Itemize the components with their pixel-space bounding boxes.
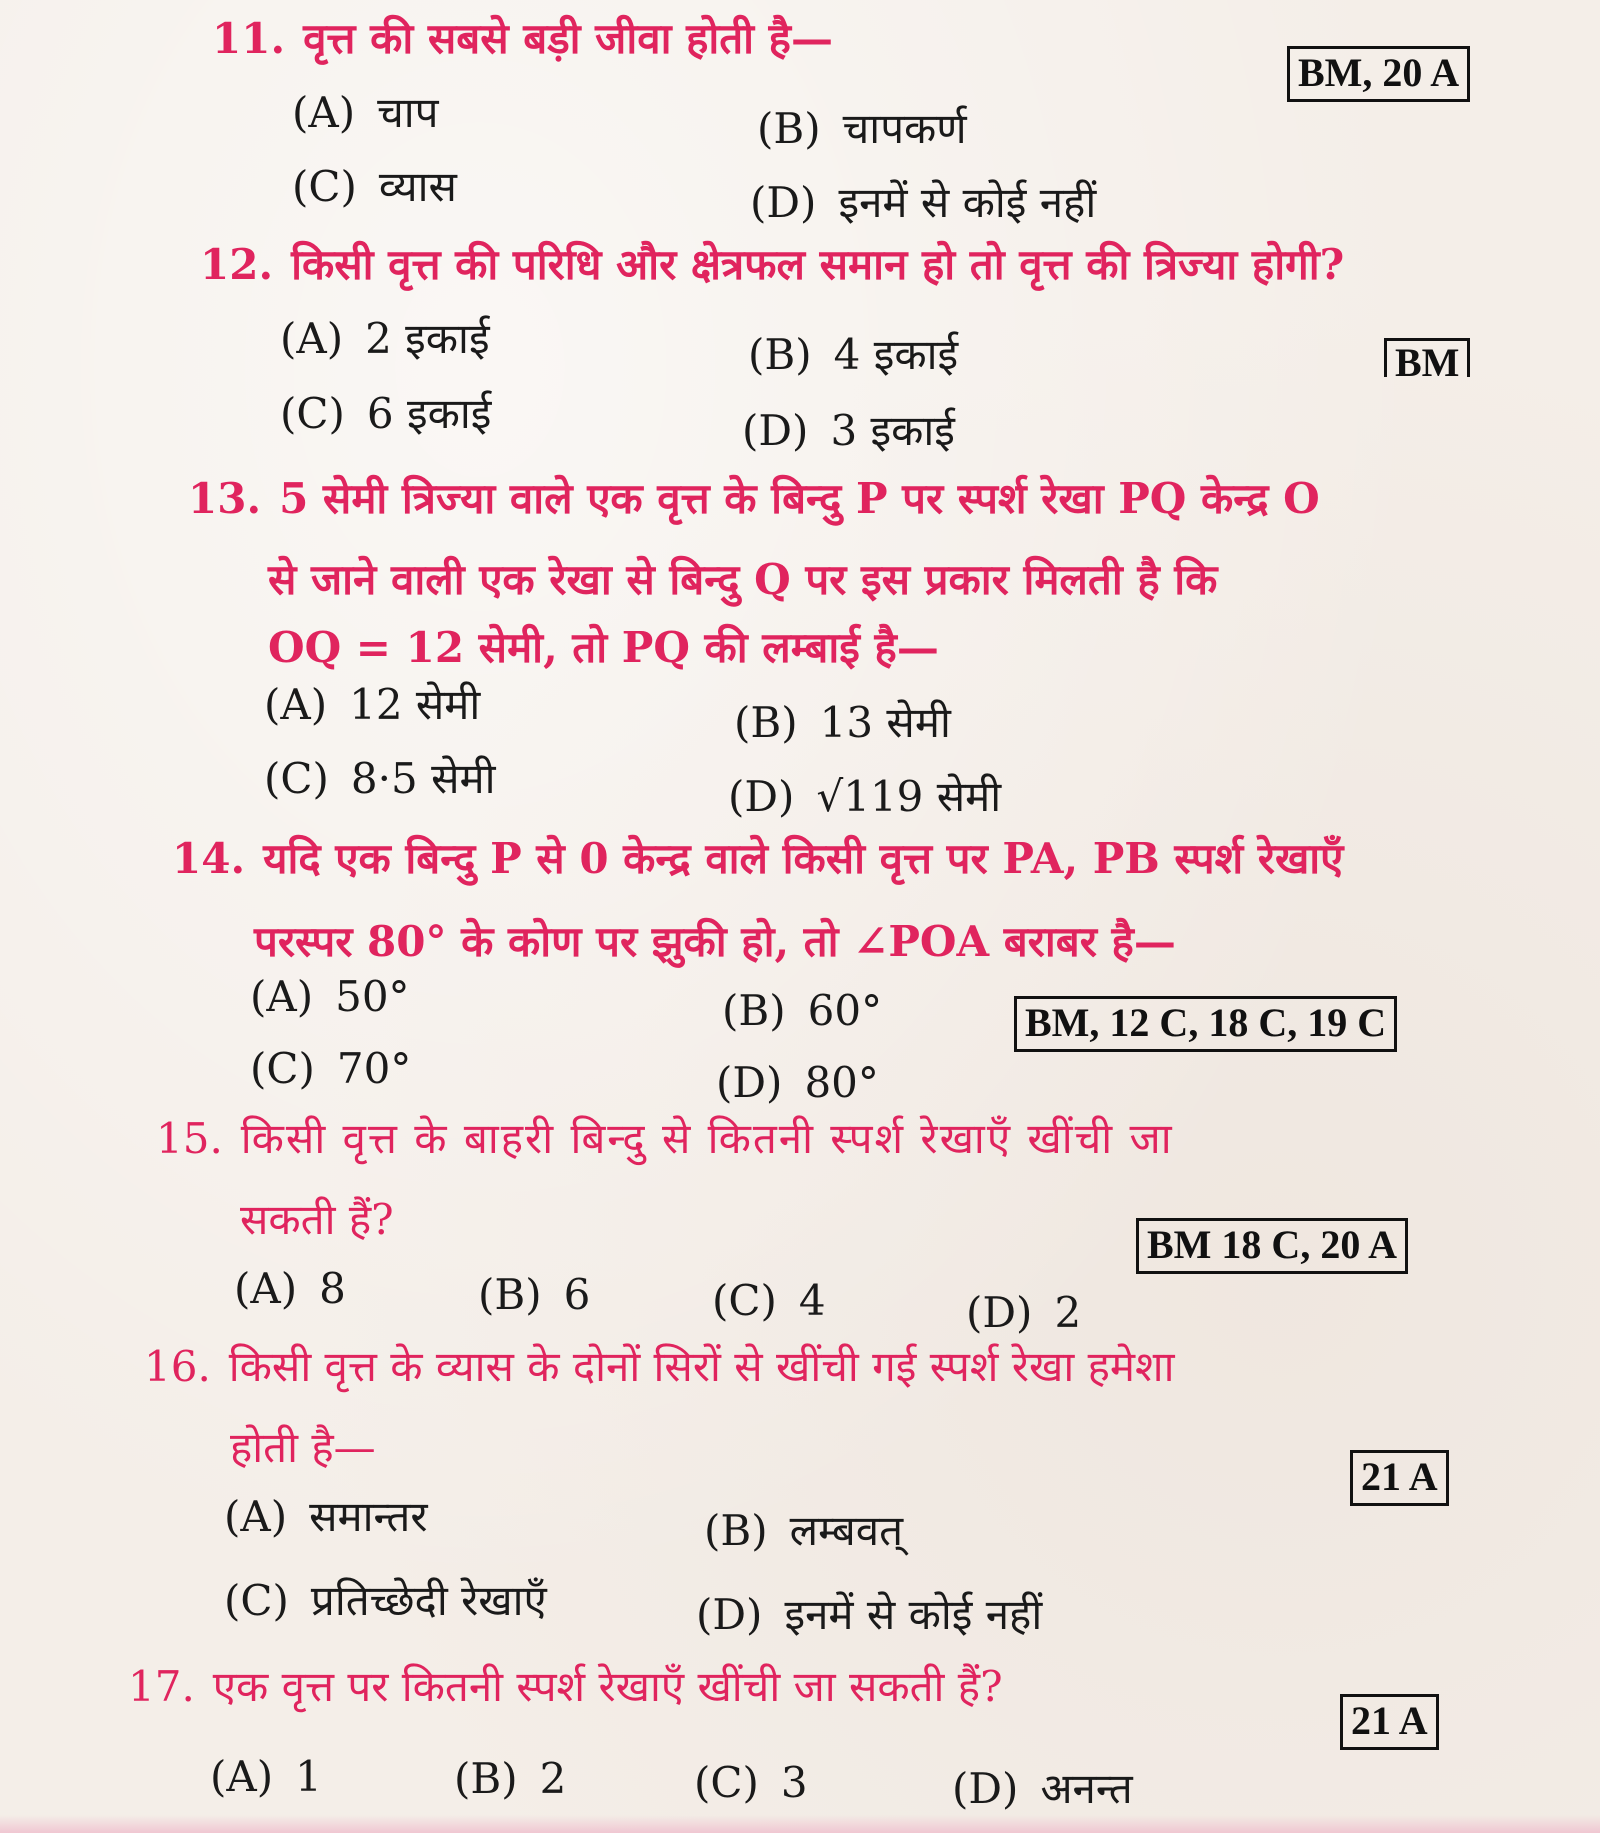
option-b: [454, 1754, 567, 1803]
question-number: 13.: [188, 474, 262, 523]
option-text: 6 इकाई: [366, 389, 492, 438]
option-text: इनमें से कोई नहीं: [838, 178, 1097, 227]
page-bottom-edge: [0, 1815, 1600, 1833]
option-c: [694, 1758, 808, 1807]
option-letter: (B): [722, 986, 786, 1035]
option-text: √119 सेमी: [816, 772, 1002, 821]
option-a: [234, 1264, 346, 1313]
option-a: [210, 1752, 322, 1801]
question-text: एक वृत्त पर कितनी स्पर्श रेखाएँ खींची जा सकती हैं?: [212, 1662, 1003, 1711]
question-text-line: से जाने वाली एक रेखा से बिन्दु Q पर इस प्रकार मिलती है कि: [268, 555, 1218, 604]
option-c: [264, 754, 496, 803]
option-c: [224, 1576, 547, 1625]
option-letter: (D): [966, 1288, 1033, 1337]
question-number: 11.: [212, 14, 286, 63]
option-text: 8: [319, 1264, 346, 1313]
option-text: लम्बवत्: [789, 1506, 904, 1555]
option-letter: (D): [750, 178, 817, 227]
option-letter: (D): [728, 772, 795, 821]
option-text: व्यास: [378, 162, 457, 211]
option-a: [264, 680, 481, 729]
question-text: वृत्त की सबसे बड़ी जीवा होती है—: [303, 14, 833, 63]
option-b: [704, 1506, 904, 1555]
question-text: यदि एक बिन्दु P से 0 केन्द्र वाले किसी वृत्त पर PA, PB स्पर्श रेखाएँ: [263, 834, 1344, 883]
question-text-line: होती है—: [230, 1423, 376, 1472]
question-text: किसी वृत्त के व्यास के दोनों सिरों से खींची गई स्पर्श रेखा हमेशा: [228, 1342, 1175, 1391]
question-13: [188, 474, 1320, 523]
question-number: 14.: [172, 834, 246, 883]
exam-tag: 21 A: [1340, 1694, 1439, 1750]
option-letter: (A): [292, 88, 356, 137]
option-text: 3 इकाई: [830, 406, 955, 455]
question-text-line: परस्पर 80° के कोण पर झुकी हो, तो ∠POA बराबर है—: [254, 917, 1176, 966]
option-b: [734, 698, 951, 747]
option-b: [757, 104, 967, 153]
option-letter: (C): [712, 1276, 777, 1325]
option-d: [966, 1288, 1082, 1337]
option-d: [750, 178, 1097, 227]
option-c: [712, 1276, 826, 1325]
option-text: 3: [780, 1758, 808, 1807]
option-letter: (A): [234, 1264, 298, 1313]
option-letter: (B): [734, 698, 798, 747]
option-text: 13 सेमी: [819, 698, 951, 747]
option-d: [716, 1058, 879, 1107]
question-text: किसी वृत्त के बाहरी बिन्दु से कितनी स्पर्श रेखाएँ खींची जा: [240, 1114, 1174, 1163]
option-d: [696, 1590, 1043, 1639]
option-letter: (C): [224, 1576, 289, 1625]
question-14: [172, 834, 1344, 883]
option-text: अनन्त: [1040, 1764, 1133, 1813]
exam-tag: BM, 20 A: [1287, 46, 1470, 102]
option-text: 2 इकाई: [365, 314, 490, 363]
option-letter: (C): [292, 162, 357, 211]
option-letter: (C): [694, 1758, 759, 1807]
option-text: 12 सेमी: [349, 680, 481, 729]
option-c: [250, 1044, 412, 1093]
option-letter: (A): [250, 972, 314, 1021]
option-letter: (A): [280, 314, 344, 363]
option-d: [742, 406, 955, 455]
option-a: [292, 88, 439, 137]
option-text: प्रतिच्छेदी रेखाएँ: [310, 1576, 547, 1625]
option-c: [280, 389, 492, 438]
question-text: किसी वृत्त की परिधि और क्षेत्रफल समान हो तो वृत्त की त्रिज्या होगी?: [291, 240, 1345, 289]
option-letter: (D): [716, 1058, 783, 1107]
option-a: [250, 972, 410, 1021]
option-letter: (B): [704, 1506, 768, 1555]
question-number: 17.: [128, 1662, 195, 1711]
option-text: 2: [1054, 1288, 1082, 1337]
question-17: [128, 1662, 1003, 1711]
option-text: 6: [563, 1270, 591, 1319]
option-letter: (A): [210, 1752, 274, 1801]
option-text: 60°: [807, 986, 883, 1035]
option-letter: (C): [264, 754, 329, 803]
option-b: [478, 1270, 591, 1319]
option-letter: (D): [742, 406, 809, 455]
option-letter: (A): [264, 680, 328, 729]
option-text: 80°: [804, 1058, 879, 1107]
option-text: चापकर्ण: [842, 104, 967, 153]
option-letter: (B): [757, 104, 821, 153]
question-11: [212, 14, 833, 63]
exam-tag: BM 18 C, 20 A: [1136, 1218, 1408, 1274]
option-text: 4 इकाई: [833, 330, 959, 379]
question-text-line: सकती हैं?: [240, 1195, 394, 1244]
option-letter: (B): [454, 1754, 518, 1803]
option-a: [280, 314, 490, 363]
question-number: 12.: [200, 240, 274, 289]
question-16: [144, 1342, 1175, 1391]
option-letter: (B): [478, 1270, 542, 1319]
option-b: [748, 330, 959, 379]
option-text: 1: [295, 1752, 322, 1801]
question-text-line: OQ = 12 सेमी, तो PQ की लम्बाई है—: [268, 623, 939, 672]
exam-tag: BM, 12 C, 18 C, 19 C: [1014, 996, 1397, 1052]
question-text: 5 सेमी त्रिज्या वाले एक वृत्त के बिन्दु P पर स्पर्श रेखा PQ केन्द्र O: [279, 474, 1320, 523]
option-b: [722, 986, 883, 1035]
option-text: समान्तर: [309, 1492, 428, 1541]
question-number: 15.: [156, 1114, 223, 1163]
option-text: 8·5 सेमी: [350, 754, 496, 803]
question-12: [200, 240, 1345, 289]
option-letter: (C): [250, 1044, 315, 1093]
question-number: 16.: [144, 1342, 211, 1391]
option-letter: (D): [696, 1590, 763, 1639]
option-c: [292, 162, 457, 211]
option-text: इनमें से कोई नहीं: [784, 1590, 1043, 1639]
option-letter: (D): [952, 1764, 1019, 1813]
option-d: [952, 1764, 1133, 1813]
exam-tag: BM: [1384, 338, 1470, 377]
exam-tag: 21 A: [1350, 1450, 1449, 1506]
question-15: [156, 1114, 1174, 1163]
option-text: चाप: [377, 88, 439, 137]
option-text: 70°: [336, 1044, 412, 1093]
option-text: 4: [798, 1276, 826, 1325]
option-d: [728, 772, 1002, 821]
option-letter: (B): [748, 330, 812, 379]
option-text: 50°: [335, 972, 410, 1021]
option-letter: (A): [224, 1492, 288, 1541]
option-letter: (C): [280, 389, 345, 438]
option-a: [224, 1492, 428, 1541]
option-text: 2: [539, 1754, 567, 1803]
